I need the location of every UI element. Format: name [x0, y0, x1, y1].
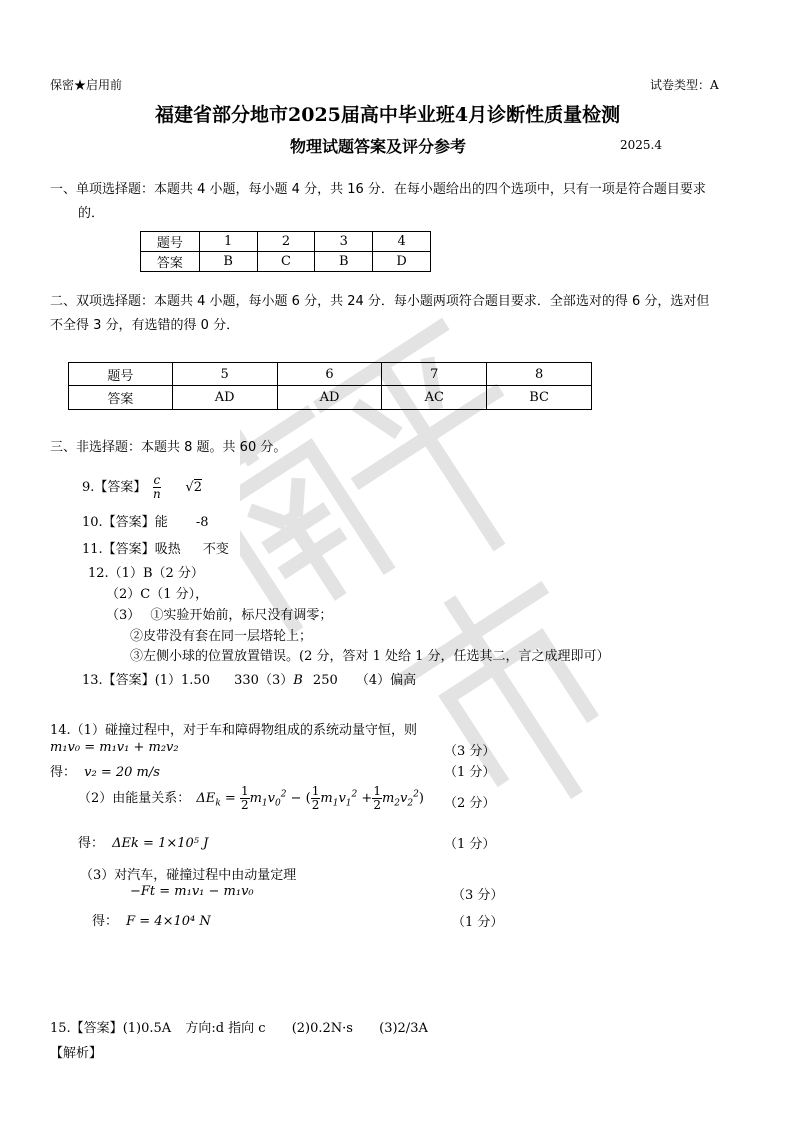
- table-header-cell: 题号: [141, 232, 200, 252]
- confidential-label: 保密★启用前: [50, 78, 123, 92]
- table-cell: AD: [172, 386, 277, 410]
- table-cell: 8: [487, 363, 592, 386]
- q14-score-6: （1 分）: [452, 915, 504, 930]
- q14-intro: 14.（1）碰撞过程中，对于车和障碍物组成的系统动量守恒，则: [50, 723, 417, 738]
- document-date: 2025.4: [620, 138, 662, 152]
- q13-label: 13.【答案】: [82, 673, 155, 688]
- table-header-cell: 题号: [69, 363, 173, 386]
- table-cell: D: [373, 252, 431, 272]
- q15-answer: 15.【答案】(1)0.5A 方向:d 指向 c (2)0.2N·s (3)2/3A: [50, 1021, 428, 1036]
- table-row: [141, 232, 431, 252]
- section1-heading-cont: 的．: [78, 206, 105, 221]
- table-cell: 1: [199, 232, 257, 252]
- q14-equation-energy: （2）由能量关系： $\Delta E_k$ = $\frac{1}{2}$ $m_1v_0^2$ − ( $\frac{1}{2}$ $m_1v_1^2$ + $\frac{1}{2}$ $m_2v_2^2$): [78, 784, 424, 812]
- q14-result-1: 得： v₂ = 20 m/s: [50, 765, 160, 780]
- q14-result-2: 得： ΔEk = 1×10⁵ J: [78, 836, 209, 851]
- q12-line-3: （3） ①实验开始前，标尺没有调零；: [106, 608, 333, 623]
- section2-answer-table: [68, 362, 592, 410]
- table-cell: 7: [382, 363, 487, 386]
- q11-answer-2: 不变: [202, 542, 229, 557]
- section1-answer-table: [140, 231, 431, 272]
- q14-equation-1: m₁v₀ = m₁v₁ + m₂v₂: [50, 740, 179, 755]
- q10-answer: [82, 511, 209, 530]
- q14-result-3: 得： F = 4×10⁴ N: [92, 914, 211, 929]
- q14-score-4: （1 分）: [444, 837, 496, 852]
- watermark-char-shi: [386, 561, 640, 833]
- table-cell: 5: [172, 363, 277, 386]
- q10-answer-1: 能: [154, 515, 168, 530]
- table-cell: B: [315, 252, 373, 272]
- q9-answer: [82, 474, 202, 501]
- section2-heading: 二、双项选择题：本题共 4 小题，每小题 6 分，共 24 分．每小题两项符合题目要求．全部选对的得 6 分，选对但: [50, 294, 710, 309]
- table-cell: BC: [487, 386, 592, 410]
- document-title: 福建省部分地市2025届高中毕业班4月诊断性质量检测: [155, 104, 621, 126]
- q14-score-1: （3 分）: [444, 744, 496, 759]
- q9-label: 9.【答案】: [82, 480, 147, 495]
- section2-heading-cont: 不全得 3 分，有选错的得 0 分．: [50, 318, 240, 333]
- q12-line-2: （2）C（1 分），: [106, 587, 209, 602]
- q12-line-4: ②皮带没有套在同一层塔轮上；: [130, 629, 313, 644]
- table-cell: 2: [257, 232, 315, 252]
- q15-label: 15.【答案】: [50, 1021, 123, 1036]
- q9-fraction-denominator: n: [153, 487, 161, 501]
- q11-answer-1: 吸热: [154, 542, 181, 557]
- table-cell: 3: [315, 232, 373, 252]
- q11-label: 11.【答案】: [82, 542, 155, 557]
- document-subtitle: 物理试题答案及评分参考: [290, 137, 467, 156]
- q15-analysis-label: 【解析】: [50, 1046, 103, 1061]
- q9-sqrt: √2: [185, 480, 202, 495]
- table-header-cell: 答案: [69, 386, 173, 410]
- q10-answer-2: -8: [195, 515, 209, 530]
- q14-part3-label: （3）对汽车，碰撞过程中由动量定理: [80, 868, 297, 883]
- table-cell: AC: [382, 386, 487, 410]
- q14-score-3: （2 分）: [444, 796, 496, 811]
- table-cell: B: [199, 252, 257, 272]
- table-cell: 4: [373, 232, 431, 252]
- table-cell: C: [257, 252, 315, 272]
- table-cell: 6: [277, 363, 382, 386]
- q9-fraction-numerator: c: [153, 473, 161, 487]
- q11-answer: [82, 538, 229, 557]
- q10-label: 10.【答案】: [82, 515, 155, 530]
- table-cell: AD: [277, 386, 382, 410]
- table-row: [69, 386, 592, 410]
- table-header-cell: 答案: [141, 252, 200, 272]
- exam-type-label: 试卷类型：A: [650, 78, 719, 92]
- watermark-char-nan: [240, 389, 398, 633]
- q14-score-5: （3 分）: [452, 888, 504, 903]
- section3-heading: 三、非选择题：本题共 8 题。共 60 分。: [50, 440, 287, 455]
- q13-answer: 13.【答案】(1）1.50 330（3）B 250 （4）偏高: [82, 673, 417, 688]
- q14-equation-5: −Ft = m₁v₁ − m₁v₀: [130, 884, 254, 899]
- q12-line-1: 12.（1）B（2 分）: [88, 566, 204, 581]
- q9-fraction: [153, 474, 162, 501]
- table-row: [141, 252, 431, 272]
- q12-line-5: ③左侧小球的位置放置错误。(2 分，答对 1 处给 1 分，任选其二，言之成理即可）: [130, 649, 610, 664]
- q14-score-2: （1 分）: [444, 765, 496, 780]
- table-row: [69, 363, 592, 386]
- section1-heading: 一、单项选择题：本题共 4 小题，每小题 4 分，共 16 分．在每小题给出的四个选项中，只有一项是符合题目要求: [50, 182, 706, 197]
